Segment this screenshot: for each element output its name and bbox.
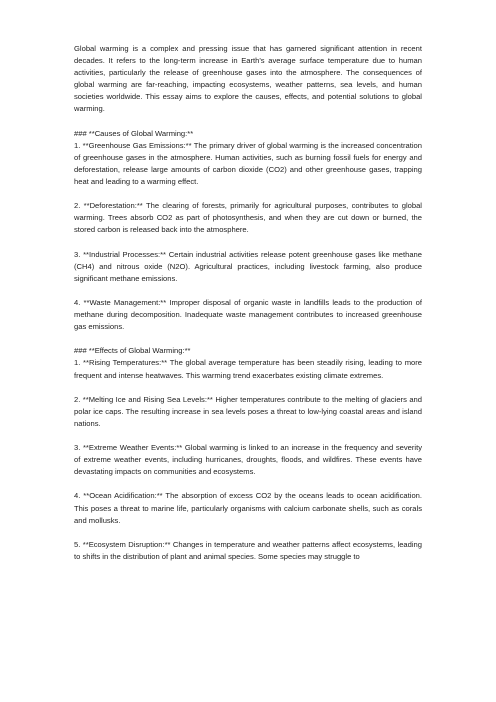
effect-item-3: 3. **Extreme Weather Events:** Global warming is linked to an increase in the frequency and severity of extreme weather events, including hurricanes, droughts, floods, and wildfires. These events have devastating impacts on communities and ecosystems. <box>74 443 422 477</box>
effect-item-1: 1. **Rising Temperatures:** The global average temperature has been steadily rising, leading to more frequent and intense heatwaves. This warming trend exacerbates existing climate extremes. <box>74 358 422 380</box>
effect-item-4: 4. **Ocean Acidification:** The absorption of excess CO2 by the oceans leads to ocean acidification. This poses a threat to marine life, particularly organisms with calcium carbonate shells, such as corals and mollusks. <box>74 491 422 525</box>
document-body <box>74 43 422 563</box>
causes-heading: ### **Causes of Global Warming:** <box>74 128 194 138</box>
effect-item-2: 2. **Melting Ice and Rising Sea Levels:** Higher temperatures contribute to the melting of glaciers and polar ice caps. The resulting increase in sea levels poses a threat to low-lying coastal areas and island nations. <box>74 394 422 428</box>
intro-paragraph: Global warming is a complex and pressing issue that has garnered significant attention in recent decades. It refers to the long-term increase in Earth's average surface temperature due to human activities, particularly the release of greenhouse gases into the atmosphere. The consequences of global warming are far-reaching, impacting ecosystems, weather patterns, sea levels, and human societies worldwide. This essay aims to explore the causes, effects, and potential solutions to global warming. <box>74 44 422 114</box>
cause-item-3: 3. **Industrial Processes:** Certain industrial activities release potent greenhouse gases like methane (CH4) and nitrous oxide (N2O). Agricultural practices, including livestock farming, also produce significant methane emissions. <box>74 249 422 283</box>
cause-item-2: 2. **Deforestation:** The clearing of forests, primarily for agricultural purposes, contributes to global warming. Trees absorb CO2 as part of photosynthesis, and when they are cut down or burned, the stored carbon is released back into the atmosphere. <box>74 201 422 235</box>
effect-item-5: 5. **Ecosystem Disruption:** Changes in temperature and weather patterns affect ecosystems, leading to shifts in the distribution of plant and animal species. Some species may struggle to <box>74 539 422 561</box>
effects-heading: ### **Effects of Global Warming:** <box>74 346 191 356</box>
cause-item-1: 1. **Greenhouse Gas Emissions:** The primary driver of global warming is the increased concentration of greenhouse gases in the atmosphere. Human activities, such as burning fossil fuels for energy and deforestation, release large amounts of carbon dioxide (CO2) and other greenhouse gases, trapping heat and leading to a warming effect. <box>74 140 422 187</box>
cause-item-4: 4. **Waste Management:** Improper disposal of organic waste in landfills leads to the production of methane during decomposition. Inadequate waste management contributes to increased greenhouse gas emissions. <box>74 297 422 332</box>
